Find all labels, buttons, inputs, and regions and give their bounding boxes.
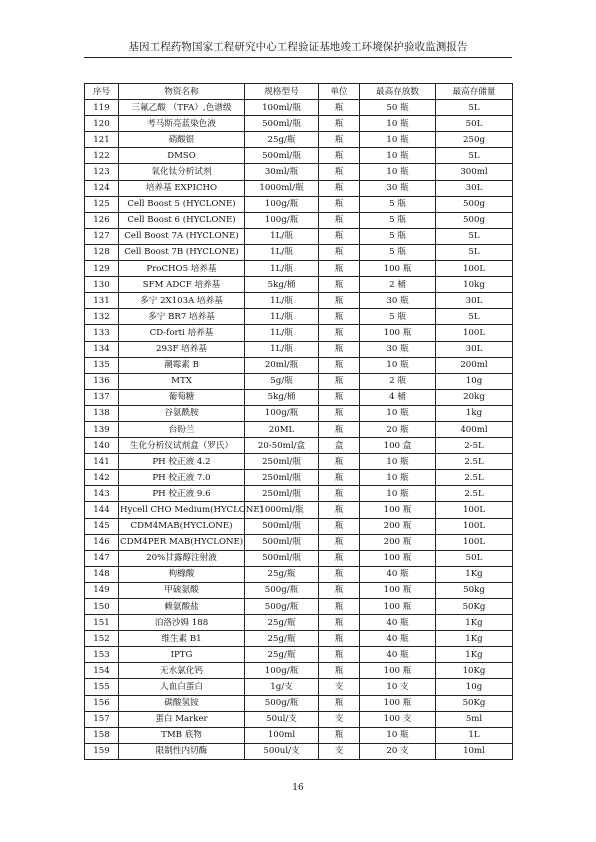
cell-max-storage: 100L [436,518,513,534]
cell-unit: 瓶 [319,599,360,615]
table-row [85,727,513,743]
column-header-max-count: 最高存放数 [360,84,436,100]
cell-index: 138 [85,405,119,421]
table-row [85,711,513,727]
cell-unit: 瓶 [319,454,360,470]
cell-max-count: 10 瓶 [360,116,436,132]
cell-unit: 瓶 [319,582,360,598]
cell-max-count: 100 瓶 [360,325,436,341]
cell-unit: 瓶 [319,615,360,631]
cell-name: PH 校正液 9.6 [119,486,245,502]
cell-index: 139 [85,421,119,437]
table-row [85,196,513,212]
table-row [85,293,513,309]
table-body [85,100,513,760]
cell-name: 培养基 EXPICHO [119,180,245,196]
table-header-row [85,84,513,100]
cell-index: 126 [85,212,119,228]
cell-index: 130 [85,277,119,293]
cell-name: TMB 底物 [119,727,245,743]
cell-index: 153 [85,647,119,663]
cell-max-count: 5 瓶 [360,309,436,325]
cell-name: 赖氨酸盐 [119,599,245,615]
cell-unit: 瓶 [319,228,360,244]
cell-name: 维生素 B1 [119,631,245,647]
cell-index: 141 [85,454,119,470]
cell-max-storage: 1Kg [436,647,513,663]
cell-name: 谷氨酰胺 [119,405,245,421]
cell-spec: 1L/瓶 [245,341,319,357]
table-row [85,148,513,164]
cell-max-storage: 10g [436,373,513,389]
cell-index: 147 [85,550,119,566]
cell-max-count: 200 瓶 [360,534,436,550]
cell-unit: 瓶 [319,373,360,389]
cell-max-storage: 5L [436,148,513,164]
cell-spec: 500ml/瓶 [245,534,319,550]
cell-max-storage: 300ml [436,164,513,180]
cell-index: 121 [85,132,119,148]
cell-max-storage: 10ml [436,743,513,759]
cell-name: IPTG [119,647,245,663]
table-row [85,534,513,550]
cell-index: 123 [85,164,119,180]
cell-spec: 1L/瓶 [245,309,319,325]
cell-unit: 瓶 [319,486,360,502]
cell-index: 154 [85,663,119,679]
cell-max-storage: 5L [436,244,513,260]
cell-index: 140 [85,438,119,454]
column-header-max-storage: 最高存储量 [436,84,513,100]
cell-spec: 20-50ml/盒 [245,438,319,454]
cell-index: 142 [85,470,119,486]
cell-spec: 5kg/桶 [245,277,319,293]
cell-unit: 支 [319,711,360,727]
header-divider [84,57,512,58]
cell-max-count: 100 盒 [360,438,436,454]
table-row [85,438,513,454]
cell-name: Hycell CHO Medium(HYCLONE) [119,502,245,518]
cell-spec: 100ml/瓶 [245,100,319,116]
table-row [85,695,513,711]
cell-max-count: 100 瓶 [360,599,436,615]
cell-name: Cell Boost 5 (HYCLONE) [119,196,245,212]
column-header-unit: 单位 [319,84,360,100]
cell-spec: 5g/瓶 [245,373,319,389]
cell-name: 考马斯亮蓝染色液 [119,116,245,132]
cell-max-count: 40 瓶 [360,631,436,647]
table-row [85,325,513,341]
cell-max-storage: 50kg [436,582,513,598]
cell-name: ProCHO5 培养基 [119,261,245,277]
cell-max-count: 50 瓶 [360,100,436,116]
cell-unit: 瓶 [319,196,360,212]
table-row [85,486,513,502]
cell-spec: 500ml/瓶 [245,148,319,164]
cell-max-count: 30 瓶 [360,293,436,309]
cell-max-storage: 10Kg [436,663,513,679]
column-header-spec: 规格型号 [245,84,319,100]
cell-spec: 25g/瓶 [245,566,319,582]
table-row [85,132,513,148]
cell-name: 限制性内切酶 [119,743,245,759]
column-header-index: 序号 [85,84,119,100]
cell-spec: 1L/瓶 [245,293,319,309]
cell-name: MTX [119,373,245,389]
page-header-title: 基因工程药物国家工程研究中心工程验证基地竣工环境保护验收监测报告 [128,41,468,53]
cell-max-storage: 5L [436,100,513,116]
cell-spec: 100g/瓶 [245,212,319,228]
cell-max-count: 40 瓶 [360,615,436,631]
cell-unit: 瓶 [319,631,360,647]
cell-max-storage: 30L [436,293,513,309]
cell-spec: 5kg/桶 [245,389,319,405]
cell-name: 硝酸银 [119,132,245,148]
cell-max-storage: 500g [436,196,513,212]
cell-max-count: 5 瓶 [360,244,436,260]
table-row [85,421,513,437]
cell-unit: 瓶 [319,116,360,132]
cell-index: 155 [85,679,119,695]
cell-name: 碳酸氢铵 [119,695,245,711]
cell-index: 149 [85,582,119,598]
cell-max-count: 5 瓶 [360,196,436,212]
cell-max-storage: 50L [436,116,513,132]
cell-max-count: 10 支 [360,679,436,695]
cell-unit: 瓶 [319,100,360,116]
cell-max-storage: 10g [436,679,513,695]
cell-name: DMSO [119,148,245,164]
table-row [85,550,513,566]
table-row [85,647,513,663]
table-row [85,357,513,373]
cell-spec: 250ml/瓶 [245,486,319,502]
cell-index: 158 [85,727,119,743]
inventory-table [84,83,513,760]
cell-max-count: 100 瓶 [360,502,436,518]
cell-unit: 瓶 [319,518,360,534]
cell-max-count: 200 瓶 [360,518,436,534]
cell-max-storage: 2-5L [436,438,513,454]
cell-index: 125 [85,196,119,212]
cell-name: 293F 培养基 [119,341,245,357]
cell-index: 132 [85,309,119,325]
cell-max-storage: 20kg [436,389,513,405]
cell-unit: 瓶 [319,550,360,566]
cell-max-storage: 500g [436,212,513,228]
cell-spec: 25g/瓶 [245,132,319,148]
cell-max-count: 10 瓶 [360,405,436,421]
cell-name: 台盼兰 [119,421,245,437]
cell-unit: 瓶 [319,277,360,293]
cell-max-storage: 200ml [436,357,513,373]
cell-index: 133 [85,325,119,341]
cell-name: CDM4PER MAB(HYCLONE) [119,534,245,550]
cell-max-count: 2 桶 [360,277,436,293]
cell-max-count: 10 瓶 [360,727,436,743]
cell-max-storage: 100L [436,502,513,518]
table-row [85,309,513,325]
cell-index: 144 [85,502,119,518]
table-row [85,518,513,534]
cell-max-count: 2 瓶 [360,373,436,389]
cell-max-storage: 1Kg [436,615,513,631]
cell-name: 潮霉素 B [119,357,245,373]
cell-spec: 500ml/瓶 [245,116,319,132]
table-row [85,277,513,293]
cell-name: 葡萄糖 [119,389,245,405]
cell-max-count: 100 瓶 [360,261,436,277]
cell-max-storage: 1Kg [436,566,513,582]
cell-index: 157 [85,711,119,727]
cell-spec: 1g/支 [245,679,319,695]
cell-unit: 瓶 [319,293,360,309]
column-header-name: 物资名称 [119,84,245,100]
table-row [85,373,513,389]
cell-max-count: 40 瓶 [360,566,436,582]
cell-spec: 1L/瓶 [245,325,319,341]
cell-spec: 500g/瓶 [245,599,319,615]
cell-name: 多宁 2X103A 培养基 [119,293,245,309]
cell-max-storage: 10kg [436,277,513,293]
table-row [85,405,513,421]
cell-spec: 500ul/支 [245,743,319,759]
table-row [85,631,513,647]
cell-max-storage: 50Kg [436,695,513,711]
cell-index: 152 [85,631,119,647]
cell-max-storage: 2.5L [436,470,513,486]
cell-index: 151 [85,615,119,631]
cell-index: 145 [85,518,119,534]
cell-unit: 瓶 [319,727,360,743]
cell-unit: 瓶 [319,389,360,405]
table-row [85,100,513,116]
cell-unit: 瓶 [319,180,360,196]
table-row [85,389,513,405]
cell-index: 127 [85,228,119,244]
page-number: 16 [292,783,304,793]
cell-name: 三氟乙酸 （TFA）,色谱级 [119,100,245,116]
cell-spec: 30ml/瓶 [245,164,319,180]
cell-max-count: 40 瓶 [360,647,436,663]
cell-unit: 瓶 [319,421,360,437]
cell-index: 131 [85,293,119,309]
cell-name: SFM ADCF 培养基 [119,277,245,293]
cell-unit: 瓶 [319,164,360,180]
cell-max-storage: 1kg [436,405,513,421]
cell-spec: 1000ml/瓶 [245,502,319,518]
cell-max-storage: 5ml [436,711,513,727]
cell-max-count: 30 瓶 [360,341,436,357]
cell-unit: 瓶 [319,695,360,711]
cell-max-storage: 2.5L [436,486,513,502]
cell-max-count: 100 瓶 [360,695,436,711]
cell-index: 128 [85,244,119,260]
cell-max-storage: 400ml [436,421,513,437]
cell-unit: 盒 [319,438,360,454]
cell-unit: 瓶 [319,566,360,582]
table-row [85,566,513,582]
table-row [85,615,513,631]
cell-spec: 250ml/瓶 [245,470,319,486]
cell-max-count: 10 瓶 [360,470,436,486]
cell-max-count: 100 瓶 [360,663,436,679]
cell-unit: 瓶 [319,647,360,663]
table-row [85,212,513,228]
cell-max-count: 10 瓶 [360,164,436,180]
cell-max-storage: 100L [436,261,513,277]
cell-index: 135 [85,357,119,373]
cell-unit: 瓶 [319,470,360,486]
cell-name: PH 校正液 7.0 [119,470,245,486]
cell-max-storage: 30L [436,180,513,196]
cell-spec: 100g/瓶 [245,663,319,679]
cell-spec: 50ul/支 [245,711,319,727]
table-row [85,244,513,260]
cell-spec: 1L/瓶 [245,244,319,260]
cell-name: Cell Boost 7A (HYCLONE) [119,228,245,244]
cell-unit: 瓶 [319,309,360,325]
cell-unit: 瓶 [319,502,360,518]
cell-index: 143 [85,486,119,502]
cell-name: 泊洛沙姆 188 [119,615,245,631]
cell-max-count: 5 瓶 [360,228,436,244]
cell-spec: 500g/瓶 [245,582,319,598]
cell-max-count: 10 瓶 [360,486,436,502]
cell-spec: 1L/瓶 [245,261,319,277]
cell-spec: 20ML [245,421,319,437]
cell-name: CD-forti 培养基 [119,325,245,341]
cell-max-storage: 50L [436,550,513,566]
cell-max-storage: 1Kg [436,631,513,647]
cell-spec: 100ml [245,727,319,743]
cell-name: PH 校正液 4.2 [119,454,245,470]
cell-index: 159 [85,743,119,759]
cell-spec: 1000ml/瓶 [245,180,319,196]
cell-name: 枸橼酸 [119,566,245,582]
cell-index: 129 [85,261,119,277]
cell-name: 生化分析仪试剂盒（罗氏） [119,438,245,454]
cell-unit: 瓶 [319,534,360,550]
table-row [85,470,513,486]
cell-max-count: 30 瓶 [360,180,436,196]
cell-unit: 瓶 [319,261,360,277]
cell-max-count: 10 瓶 [360,357,436,373]
cell-unit: 瓶 [319,663,360,679]
cell-name: 无水氯化钙 [119,663,245,679]
cell-name: CDM4MAB(HYCLONE) [119,518,245,534]
cell-max-storage: 100L [436,534,513,550]
cell-index: 150 [85,599,119,615]
table-row [85,261,513,277]
cell-index: 122 [85,148,119,164]
cell-max-storage: 100L [436,325,513,341]
cell-max-storage: 250g [436,132,513,148]
cell-max-count: 10 瓶 [360,132,436,148]
table-row [85,454,513,470]
cell-unit: 支 [319,679,360,695]
cell-index: 124 [85,180,119,196]
cell-index: 146 [85,534,119,550]
cell-index: 134 [85,341,119,357]
table-row [85,663,513,679]
cell-name: Cell Boost 7B (HYCLONE) [119,244,245,260]
cell-spec: 500ml/瓶 [245,518,319,534]
cell-name: 甲硫氨酸 [119,582,245,598]
table-row [85,164,513,180]
cell-unit: 瓶 [319,132,360,148]
cell-unit: 瓶 [319,405,360,421]
cell-spec: 25g/瓶 [245,631,319,647]
cell-spec: 100g/瓶 [245,196,319,212]
cell-max-count: 20 瓶 [360,421,436,437]
cell-unit: 瓶 [319,148,360,164]
cell-spec: 25g/瓶 [245,615,319,631]
cell-spec: 1L/瓶 [245,228,319,244]
cell-max-storage: 2.5L [436,454,513,470]
cell-max-storage: 50Kg [436,599,513,615]
cell-max-count: 5 瓶 [360,212,436,228]
cell-name: 人血白蛋白 [119,679,245,695]
cell-unit: 瓶 [319,325,360,341]
table-row [85,502,513,518]
cell-unit: 瓶 [319,244,360,260]
cell-index: 137 [85,389,119,405]
cell-spec: 250ml/瓶 [245,454,319,470]
cell-index: 119 [85,100,119,116]
table-row [85,743,513,759]
cell-index: 136 [85,373,119,389]
table-row [85,679,513,695]
cell-max-storage: 5L [436,309,513,325]
cell-unit: 瓶 [319,357,360,373]
cell-max-count: 4 桶 [360,389,436,405]
cell-name: 氧化钛分析试剂 [119,164,245,180]
cell-unit: 支 [319,743,360,759]
cell-index: 148 [85,566,119,582]
table-row [85,116,513,132]
cell-unit: 瓶 [319,212,360,228]
cell-max-count: 10 瓶 [360,148,436,164]
cell-max-storage: 5L [436,228,513,244]
cell-name: Cell Boost 6 (HYCLONE) [119,212,245,228]
cell-max-count: 10 瓶 [360,454,436,470]
table-row [85,582,513,598]
table-row [85,228,513,244]
cell-spec: 500ml/瓶 [245,550,319,566]
cell-index: 156 [85,695,119,711]
cell-max-storage: 1L [436,727,513,743]
cell-max-count: 100 瓶 [360,550,436,566]
cell-name: 多宁 BR7 培养基 [119,309,245,325]
table-row [85,599,513,615]
table-row [85,180,513,196]
cell-spec: 25g/瓶 [245,647,319,663]
cell-spec: 100g/瓶 [245,405,319,421]
cell-spec: 20ml/瓶 [245,357,319,373]
cell-unit: 瓶 [319,341,360,357]
cell-index: 120 [85,116,119,132]
cell-max-count: 100 瓶 [360,582,436,598]
cell-name: 20%甘露醇注射液 [119,550,245,566]
cell-max-count: 20 支 [360,743,436,759]
cell-max-count: 100 支 [360,711,436,727]
table-row [85,341,513,357]
cell-name: 蛋白 Marker [119,711,245,727]
cell-max-storage: 30L [436,341,513,357]
cell-spec: 500g/瓶 [245,695,319,711]
